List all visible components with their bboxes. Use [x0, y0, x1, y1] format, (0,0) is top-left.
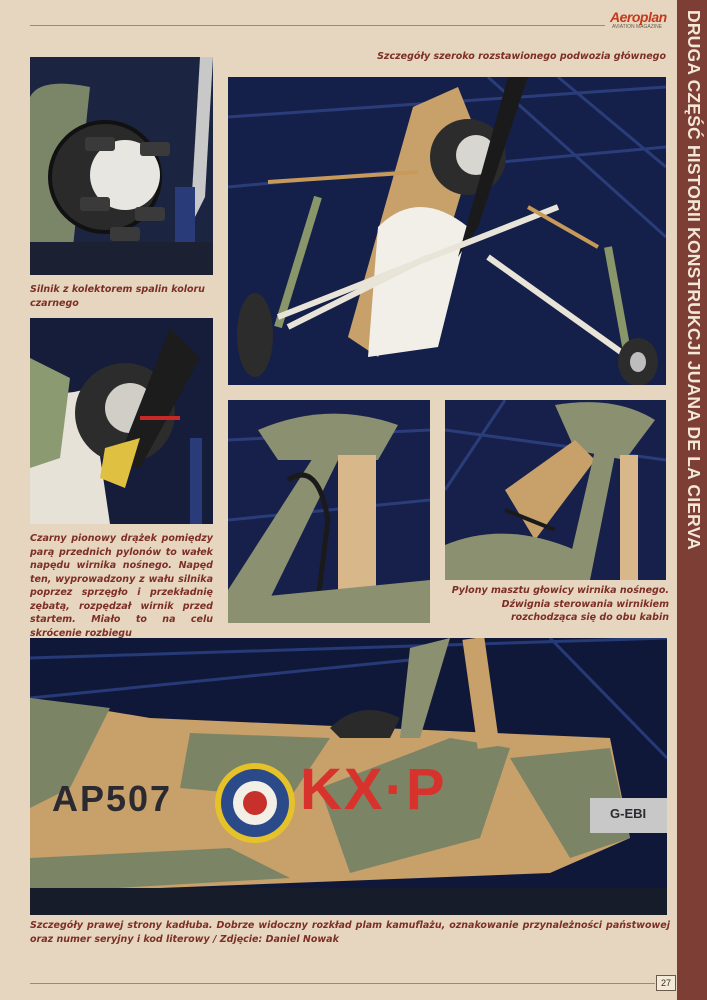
photo-fuselage [30, 638, 667, 915]
photo-undercarriage [228, 77, 666, 385]
background-registration: G-EBI [610, 806, 647, 821]
photo-engine [30, 57, 213, 275]
footer-rule [30, 983, 655, 984]
fuselage-serial: AP507 [52, 778, 173, 819]
logo-sub: AVIATION MAGAZINE [612, 24, 663, 30]
header-rule [30, 25, 605, 26]
magazine-logo [610, 9, 672, 31]
sidebar-title [685, 10, 703, 40]
caption-engine: Silnik z kolektorem spalin koloru czarnego [30, 284, 205, 309]
photo-pylon-right [445, 400, 666, 580]
photo-rotor-shaft [30, 318, 213, 524]
caption-rotor-shaft: Czarny pionowy drążek pomiędzy parą przednich pylonów to wałek napędu wirnika nośnego. Napęd ten, wyprowadzony z wału silnika poprzez sprzęgło i przekładnię zębatą, rozpędzał wirnik przed startem. Miało to na celu skrócenie rozbiegu [30, 533, 213, 639]
caption-fuselage: Szczegóły prawej strony kadłuba. Dobrze widoczny rozkład plam kamuflażu, oznakowanie przynależności państwowej oraz numer seryjny i kod literowy / Zdjęcie: Daniel Nowak [30, 920, 670, 945]
logo-main: Aeroplan [610, 9, 667, 25]
fuselage-code: KX·P [300, 757, 447, 822]
page-number: 27 [656, 975, 676, 991]
caption-pylons: Pylony masztu głowicy wirnika nośnego. Dźwignia sterowania wirnikiem rozchodząca się do obu kabin [451, 585, 669, 623]
caption-main-undercarriage: Szczegóły szeroko rozstawionego podwozia głównego [377, 51, 666, 62]
photo-pylon-left [228, 400, 430, 623]
